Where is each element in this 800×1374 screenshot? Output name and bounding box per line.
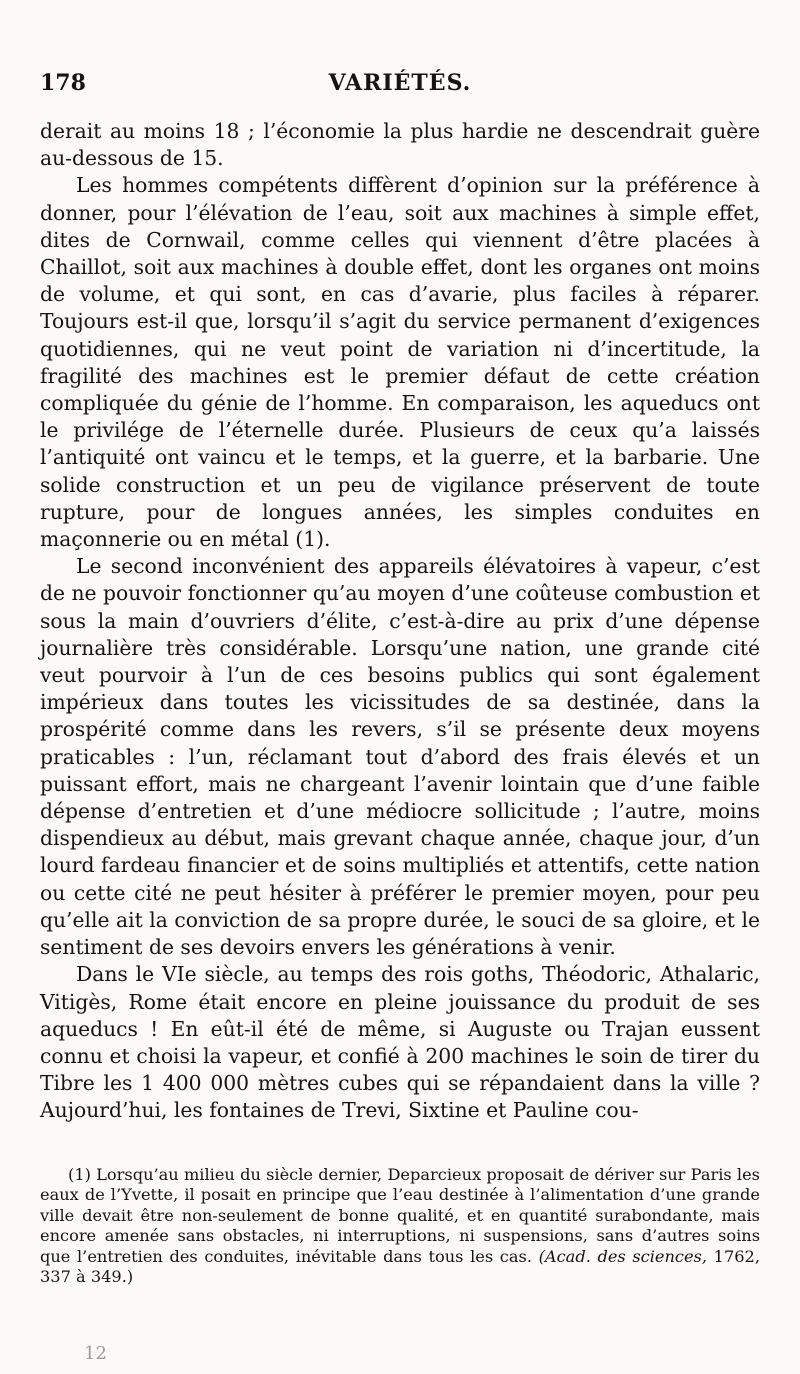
paragraph-machines: Les hommes compétents diffèrent d’opinion sur la préférence à donner, pour l’élévation de l’eau, soit aux machines à simple effet, dites de Cornwail, comme celles qui viennent d’être placées à Chaillot, soit aux machines à double effet, dont les organes ont moins de volume, et qui sont, en cas d’avarie, plus faciles à réparer. Toujours est-il que, lorsqu’il s’agit du service permanent d’exigences quotidiennes, qui ne veut point de variation ni d’incertitude, la fragilité des machines est le premier défaut de cette création compliquée du génie de l’homme. En comparaison, les aqueducs ont le privilége de l’éternelle durée. Plusieurs de ceux qu’a laissés l’antiquité ont vaincu et le temps, et la guerre, et la barbarie. Une solide construction et un peu de vigilance préservent de toute rupture, pour de longues années, les simples conduites en maçonnerie ou en métal (1). [40,173,760,552]
paragraph-continuation: derait au moins 18 ; l’économie la plus hardie ne descendrait guère au-dessous de 15. [40,119,760,171]
footnote-citation-detail: 1762, 337 à 349.) [40,1246,760,1287]
footer-signature-mark: 12 [84,1343,107,1364]
footnote-citation-source: (Acad. des sciences, [538,1246,707,1266]
page-number: 178 [40,70,86,96]
page-header [40,70,760,106]
paragraph-rome-aqueducts: Dans le VIe siècle, au temps des rois goths, Théodoric, Athalaric, Vitigès, Rome était encore en pleine jouissance du produit de ses aqueducs ! En eût-il été de même, si Auguste ou Trajan eussent connu et choisi la vapeur, et confié à 200 machines le soin de tirer du Tibre les 1 400 000 mètres cubes qui se répandaient dans la ville ? Aujourd’hui, les fontaines de Trevi, Sixtine et Pauline cou- [40,962,760,1123]
paragraph-second-inconvenience: Le second inconvénient des appareils élévatoires à vapeur, c’est de ne pouvoir fonctionner qu’au moyen d’une coûteuse combustion et sous la main d’ouvriers d’élite, c’est-à-dire au prix d’une dépense journalière très considérable. Lorsqu’une nation, une grande cité veut pourvoir à l’un de ces besoins publics qui sont également impérieux dans toutes les vicissitudes de sa destinée, dans la prospérité comme dans les revers, s’il se présente deux moyens praticables : l’un, réclamant tout d’abord des frais élevés et un puissant effort, mais ne chargeant l’avenir lointain que d’une faible dépense d’entretien et d’une médiocre sollicitude ; l’autre, moins dispendieux au début, mais grevant chaque année, chaque jour, d’un lourd fardeau financier et de soins multipliés et attentifs, cette nation ou cette cité ne peut hésiter à préférer le premier moyen, pour peu qu’elle ait la conviction de sa propre durée, le souci de sa gloire, et le sentiment de ses devoirs envers les générations à venir. [40,554,760,960]
main-text [40,118,760,1125]
footnote-text: (1) Lorsqu’au milieu du siècle dernier, Deparcieux proposait de dériver sur Paris les eaux de l’Yvette, il posait en principe que l’eau destinée à l’alimentation d’une grande ville devait être non-seulement de bonne qualité, et en quantité surabondante, mais encore amenée sans obstacles, ni interruptions, ni suspensions, sans d’autres soins que l’entretien des conduites, inévitable dans tous les cas. [40,1165,760,1266]
running-title: VARIÉTÉS. [328,70,472,96]
footnote [40,1165,760,1287]
